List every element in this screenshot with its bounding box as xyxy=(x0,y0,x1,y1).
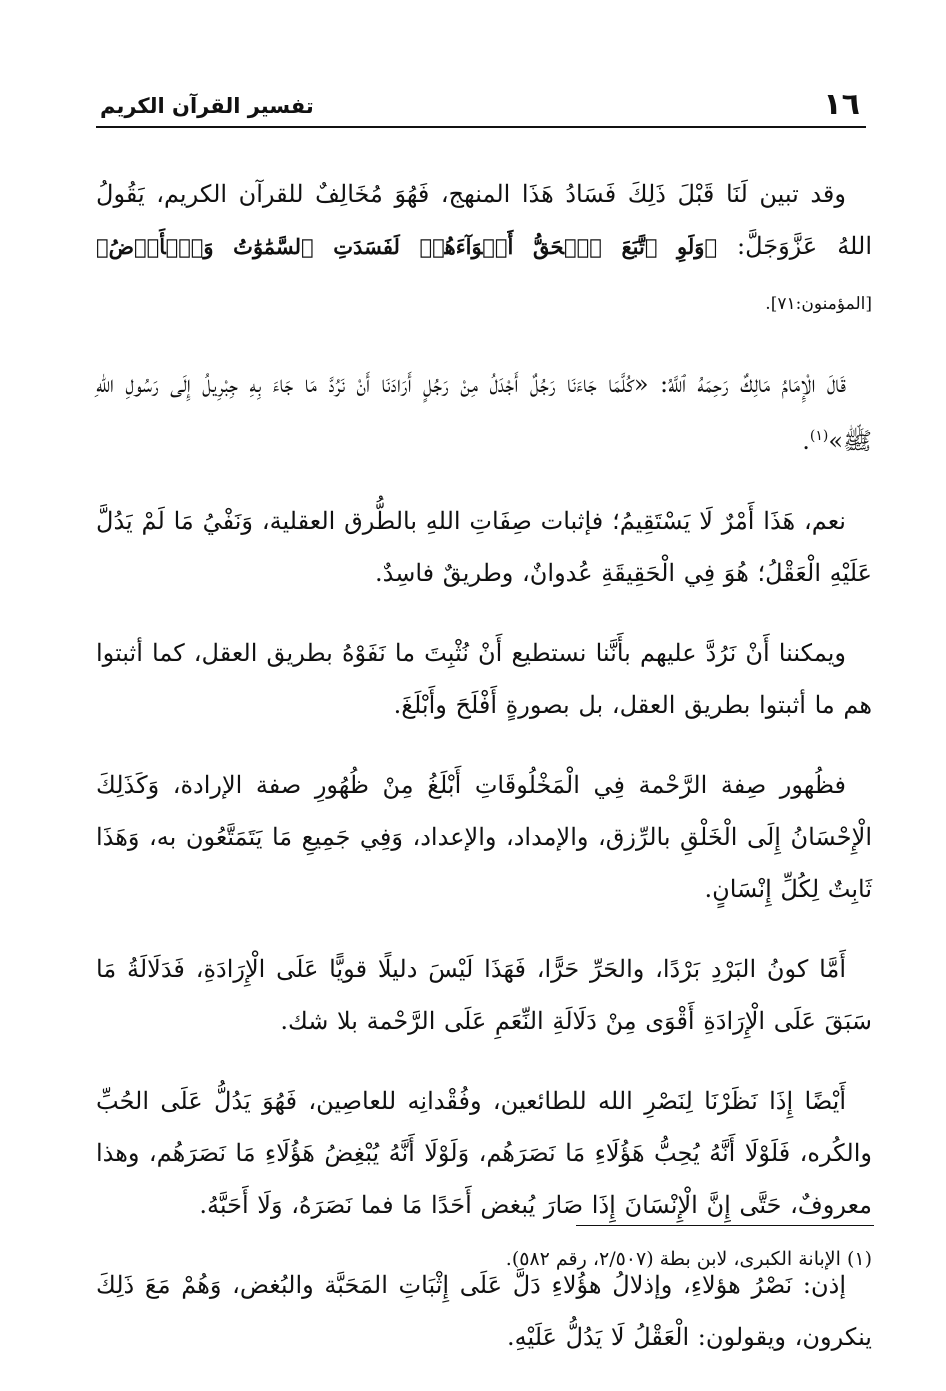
quran-verse: ﴿وَلَوِ ٱتَّبَعَ ٱلۡحَقُّ أَهۡوَآءَهُمۡ لَفَسَدَتِ ٱلسَّمَٰوَٰتُ وَٱلۡأَرۡضُ﴾ xyxy=(96,234,718,259)
footnote-marker: (١) xyxy=(809,428,829,444)
verse-reference: [المؤمنون:٧١]. xyxy=(765,294,872,314)
paragraph-2 xyxy=(96,358,872,467)
page-number: ١٦ xyxy=(823,87,860,122)
footnote-rule xyxy=(576,1225,874,1226)
paragraph-5: فظُهور صِفة الرَّحْمة فِي الْمَخْلُوقَاتِ أَبْلَغُ مِنْ ظُهُورِ صفة الإرادة، وَكَذَلِكَ الْإِحْسَانُ إِلَى الْخَلْقِ بالرِّزق، والإمداد، والإعداد، وَفِي جَمِيعِ مَا يَتَمَتَّعُون به، وَهَذَا ثَابِتٌ لِكُلِّ إِنْسَانٍ. xyxy=(96,771,872,903)
paragraph-1 xyxy=(96,168,872,330)
footnote: (١) الإبانة الكبرى، لابن بطة (٢/٥٠٧، رقم ٥٨٢). xyxy=(505,1248,872,1270)
paragraph-2-text: قَالَ الْإِمَامُ مَالِكٌ رَحِمَهُ ٱللَّهُ: «كُلَّمَا جَاءَنَا رَجُلٌ أَجْدَلُ مِنْ رَجُلٍ أَرَادَنَا أَنْ نَرُدَّ مَا جَاءَ بِهِ جِبْرِيلُ إِلَى رَسُولِ اللهِ ﷺ» xyxy=(96,370,872,455)
paragraph-7: أَيْضًا إِذَا نَظَرْنَا لِنَصْرِ الله للطائعين، وفُقْدانِه للعاصِين، فَهُوَ يَدُلُّ عَلَى الحُبِّ والكُره، فَلَوْلَا أَنَّهُ يُحِبُّ هَؤُلَاءِ مَا نَصَرَهُم، وَلَوْلَا أَنَّهُ يُبْغِضُ هَؤُلَاءِ مَا نَصَرَهُم، وهذا معروفٌ، حَتَّى إِنَّ الْإِنْسَانَ إِذَا صَارَ يُبغض أَحَدًا مَا فما نَصَرَهُ، وَلَا أَحَبَّهُ. xyxy=(96,1087,872,1219)
paragraph-4: ويمكننا أَنْ نَرُدَّ عليهم بأَنَّنا نستطيع أَنْ نُثْبِتَ ما نَفَوْهُ بطريق العقل، كما أثبتوا هم ما أثبتوا بطريق العقل، بل بصورةٍ أَفْلَحَ وأَبْلَغَ. xyxy=(96,639,872,719)
running-title: تفسير القرآن الكريم xyxy=(100,94,314,118)
paragraph-3: نعم، هَذَا أَمْرٌ لَا يَسْتَقِيمُ؛ فإثبات صِفَاتِ اللهِ بالطُّرق العقلية، وَنَفْيُ مَا لَمْ يَدُلَّ عَلَيْهِ الْعَقْلُ؛ هُوَ فِي الْحَقِيقَةِ عُدوانٌ، وطريقٌ فاسِدٌ. xyxy=(96,507,872,587)
header-rule xyxy=(96,126,866,128)
paragraph-1-text: وقد تبين لَنَا قَبْلَ ذَلِكَ فَسَادُ هَذَا المنهج، فَهُوَ مُخَالِفٌ للقرآن الكريم، يَقُولُ اللهُ عَزَّوَجَلَّ: xyxy=(96,180,872,260)
page-header xyxy=(96,86,866,130)
paragraph-2-end: . xyxy=(802,427,810,455)
paragraph-8: إذن: نَصْرُ هؤلاءِ، وإذلالُ هؤُلاءِ دَلَّ عَلَى إِثْبَاتِ المَحَبَّة والبُغض، وَهُمْ مَعَ ذَلِكَ ينكرون، ويقولون: الْعَقْلُ لَا يَدُلُّ عَلَيْهِ. xyxy=(96,1271,872,1351)
paragraph-6: أَمَّا كونُ البَرْدِ بَرْدًا، والحَرِّ حَرًّا، فَهَذَا لَيْسَ دليلًا قويًّا عَلَى الْإِرَادَةِ، فَدَلَالَةُ مَا سَبَقَ عَلَى الْإِرَادَةِ أَقْوَى مِنْ دَلَالَةِ النِّعَمِ عَلَى الرَّحْمة بلا شك. xyxy=(96,955,872,1035)
main-text xyxy=(96,168,872,1391)
